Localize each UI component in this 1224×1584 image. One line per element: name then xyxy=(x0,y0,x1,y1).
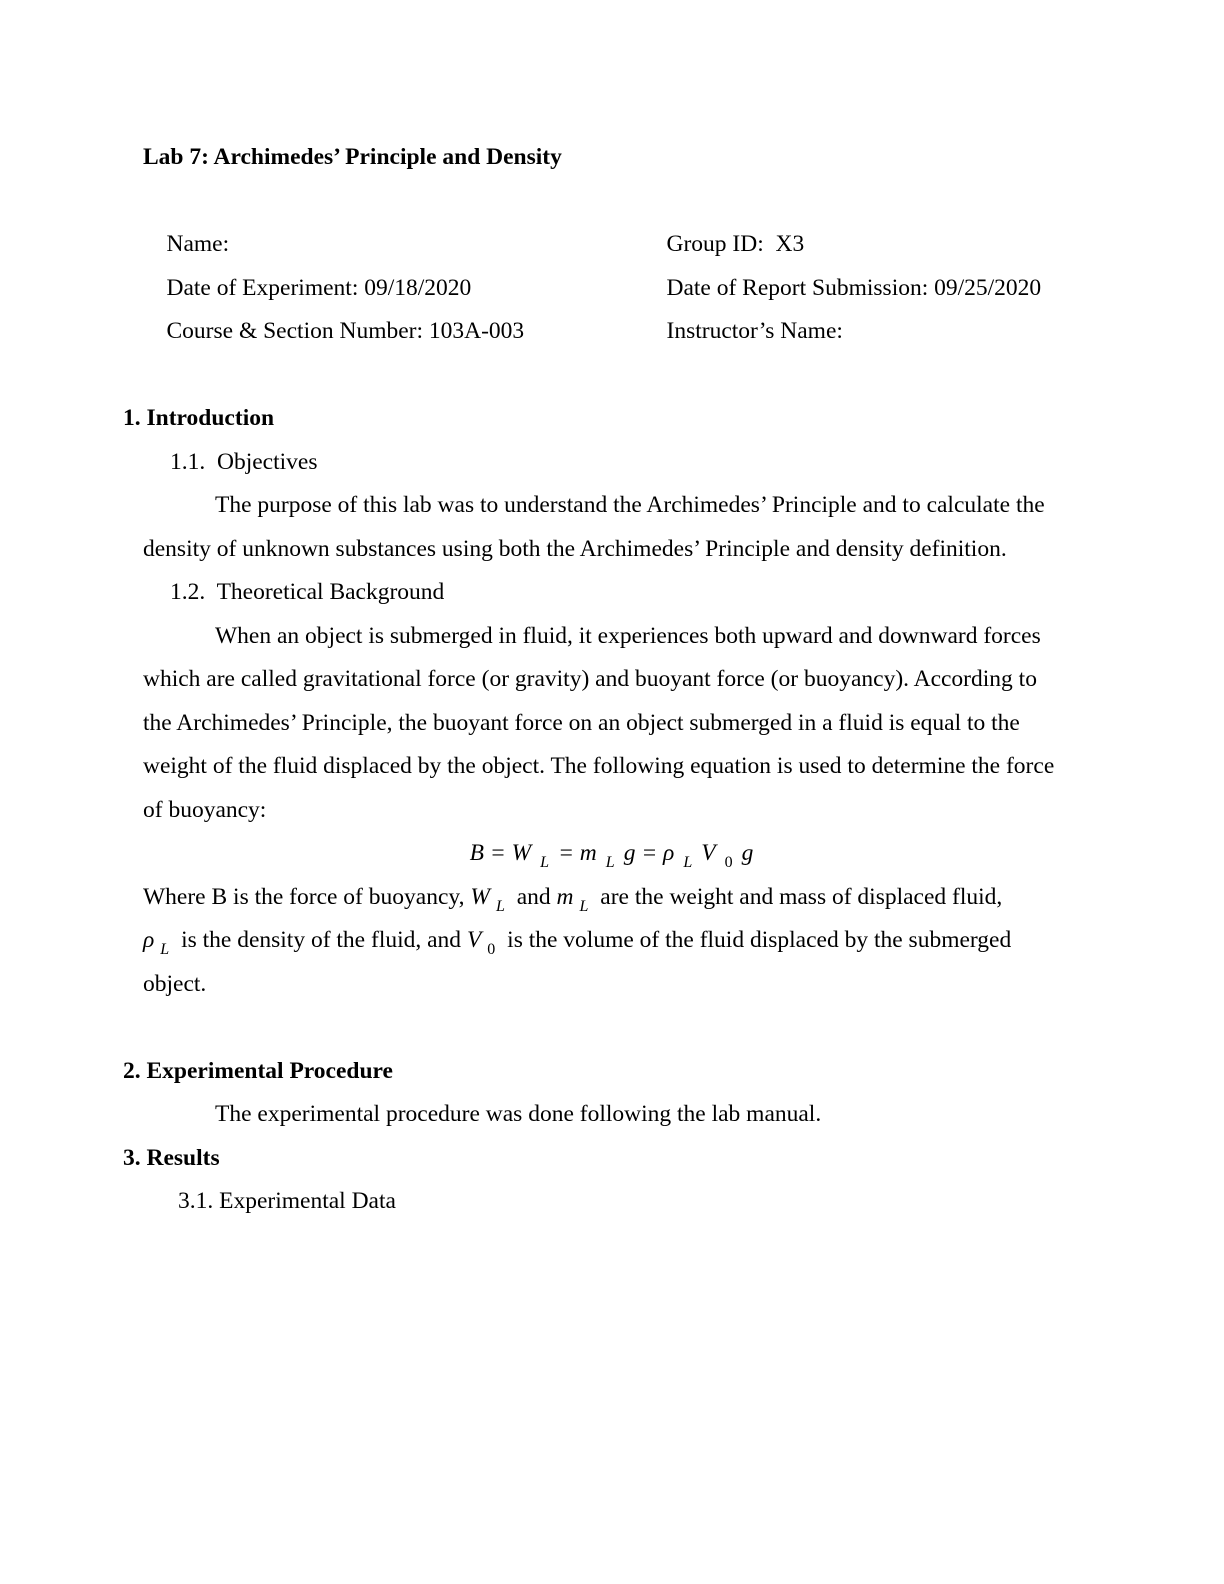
paragraph-where-line-3: object. xyxy=(143,970,207,997)
math-run: = m xyxy=(558,840,597,866)
math-subscript: L xyxy=(160,941,170,958)
paragraph-background-line-4: weight of the fluid displaced by the object. The following equation is used to determine the force xyxy=(143,753,1055,779)
info-course-section: Course & Section Number: 103A-003 xyxy=(166,318,525,344)
info-row-1 xyxy=(143,180,1080,257)
page-title: Lab 7: Archimedes’ Principle and Density xyxy=(143,144,562,170)
math-subscript: L xyxy=(540,854,550,871)
math-run: is the volume of the fluid displaced by the submerged xyxy=(501,927,1012,953)
math-run: m xyxy=(556,883,574,910)
math-run: ρ xyxy=(143,927,155,953)
info-date-submission: Date of Report Submission: 09/25/2020 xyxy=(666,274,1042,301)
math-subscript: L xyxy=(683,854,693,871)
info-date-experiment: Date of Experiment: 09/18/2020 xyxy=(166,274,472,301)
math-run: g = ρ xyxy=(623,840,675,866)
heading-results: 3. Results xyxy=(123,1144,220,1171)
paragraph-background-line-3: the Archimedes’ Principle, the buoyant force on an object submerged in a fluid is equal to the xyxy=(143,709,1020,736)
paragraph-background-line-1: When an object is submerged in fluid, it experiences both upward and downward forces xyxy=(215,622,1041,649)
math-run: Where B is the force of buoyancy, xyxy=(143,883,471,910)
math-subscript: L xyxy=(495,897,505,915)
paragraph-objectives-line-1: The purpose of this lab was to understand the Archimedes’ Principle and to calculate the xyxy=(215,492,1045,518)
math-run: are the weight and mass of displaced fluid, xyxy=(594,883,1003,910)
math-run: and xyxy=(510,883,557,910)
heading-experimental-procedure: 2. Experimental Procedure xyxy=(123,1057,393,1084)
info-name-label: Name: xyxy=(166,231,230,257)
math-run: V xyxy=(701,840,716,866)
paragraph-procedure: The experimental procedure was done following the lab manual. xyxy=(215,1101,822,1127)
info-group-id: Group ID: X3 xyxy=(666,231,805,257)
equation-buoyancy xyxy=(143,832,1080,876)
heading-experimental-data: 3.1. Experimental Data xyxy=(178,1188,396,1214)
heading-theoretical-background: 1.2. Theoretical Background xyxy=(170,579,445,605)
heading-introduction: 1. Introduction xyxy=(123,405,275,431)
math-subscript: 0 xyxy=(487,941,496,958)
math-run: is the density of the fluid, and xyxy=(175,927,467,953)
math-run: V xyxy=(466,927,482,953)
math-subscript: L xyxy=(579,897,589,915)
heading-objectives: 1.1. Objectives xyxy=(170,448,318,475)
math-subscript: L xyxy=(605,854,615,871)
math-run: W xyxy=(470,883,490,910)
paragraph-objectives-line-2: density of unknown substances using both the Archimedes’ Principle and density definition. xyxy=(143,535,1007,562)
paragraph-where-line-1 xyxy=(143,876,1080,920)
paragraph-background-line-2: which are called gravitational force (or gravity) and buoyant force (or buoyancy). According to xyxy=(143,666,1037,692)
math-run: B = W xyxy=(469,840,532,866)
info-instructor-name: Instructor’s Name: xyxy=(666,318,843,344)
math-subscript: 0 xyxy=(724,854,733,871)
blank-line xyxy=(143,1006,1080,1050)
blank-line xyxy=(143,354,1080,398)
math-run: g xyxy=(741,840,754,866)
paragraph-where-line-2 xyxy=(143,919,1080,963)
paragraph-background-line-5: of buoyancy: xyxy=(143,796,267,823)
